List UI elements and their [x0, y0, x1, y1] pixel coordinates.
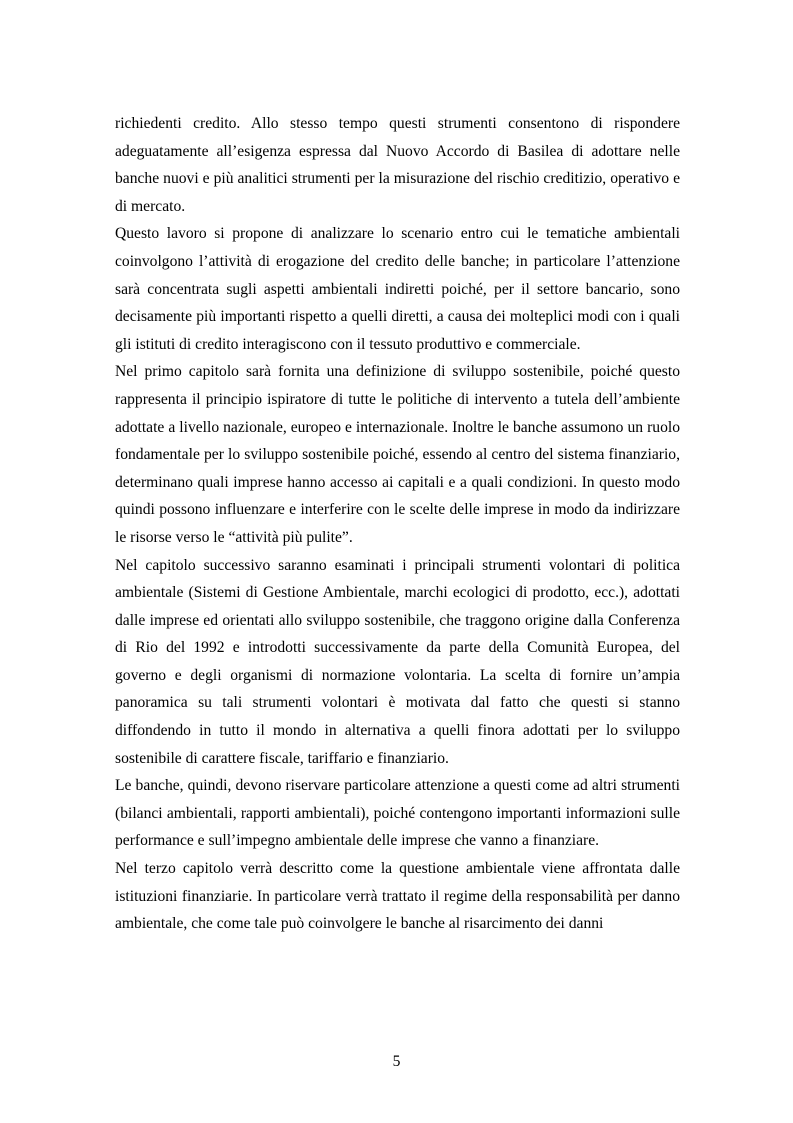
paragraph-1: richiedenti credito. Allo stesso tempo questi strumenti consentono di rispondere adeguatamente all’esigenza espressa dal Nuovo Accordo di Basilea di adottare nelle banche nuovi e più analitici strumenti per la misurazione del rischio creditizio, operativo e di mercato.	[115, 115, 680, 215]
body-text	[115, 110, 680, 938]
paragraph-3: Nel primo capitolo sarà fornita una definizione di sviluppo sostenibile, poiché questo rappresenta il principio ispiratore di tutte le politiche di intervento a tutela dell’ambiente adottate a livello nazionale, europeo e internazionale. Inoltre le banche assumono un ruolo fondamentale per lo sviluppo sostenibile poiché, essendo al centro del sistema finanziario, determinano quali imprese hanno accesso ai capitali e a quali condizioni. In questo modo quindi possono influenzare e interferire con le scelte delle imprese in modo da indirizzare le risorse verso le “attività più pulite”.	[115, 363, 680, 546]
paragraph-2: Questo lavoro si propone di analizzare lo scenario entro cui le tematiche ambientali coinvolgono l’attività di erogazione del credito delle banche; in particolare l’attenzione sarà concentrata sugli aspetti ambientali indiretti poiché, per il settore bancario, sono decisamente più importanti rispetto a quelli diretti, a causa dei molteplici modi con i quali gli istituti di credito interagiscono con il tessuto produttivo e commerciale.	[115, 225, 680, 353]
paragraph-5: Le banche, quindi, devono riservare particolare attenzione a questi come ad altri strumenti (bilanci ambientali, rapporti ambientali), poiché contengono importanti informazioni sulle performance e sull’impegno ambientale delle imprese che vanno a finanziare.	[115, 777, 680, 850]
paragraph-4: Nel capitolo successivo saranno esaminati i principali strumenti volontari di politica ambientale (Sistemi di Gestione Ambientale, marchi ecologici di prodotto, ecc.), adottati dalle imprese ed orientati allo sviluppo sostenibile, che traggono origine dalla Conferenza di Rio del 1992 e introdotti successivamente da parte della Comunità Europea, del governo e degli organismi di normazione volontaria. La scelta di fornire un’ampia panoramica su tali strumenti volontari è motivata dal fatto che questi si stanno diffondendo in tutto il mondo in alternativa a quelli finora adottati per lo sviluppo sostenibile di carattere fiscale, tariffario e finanziario.	[115, 556, 680, 767]
paragraph-6: Nel terzo capitolo verrà descritto come la questione ambientale viene affrontata dalle istituzioni finanziarie. In particolare verrà trattato il regime della responsabilità per danno ambientale, che come tale può coinvolgere le banche al risarcimento dei danni	[115, 860, 680, 933]
page-number: 5	[392, 1053, 401, 1070]
